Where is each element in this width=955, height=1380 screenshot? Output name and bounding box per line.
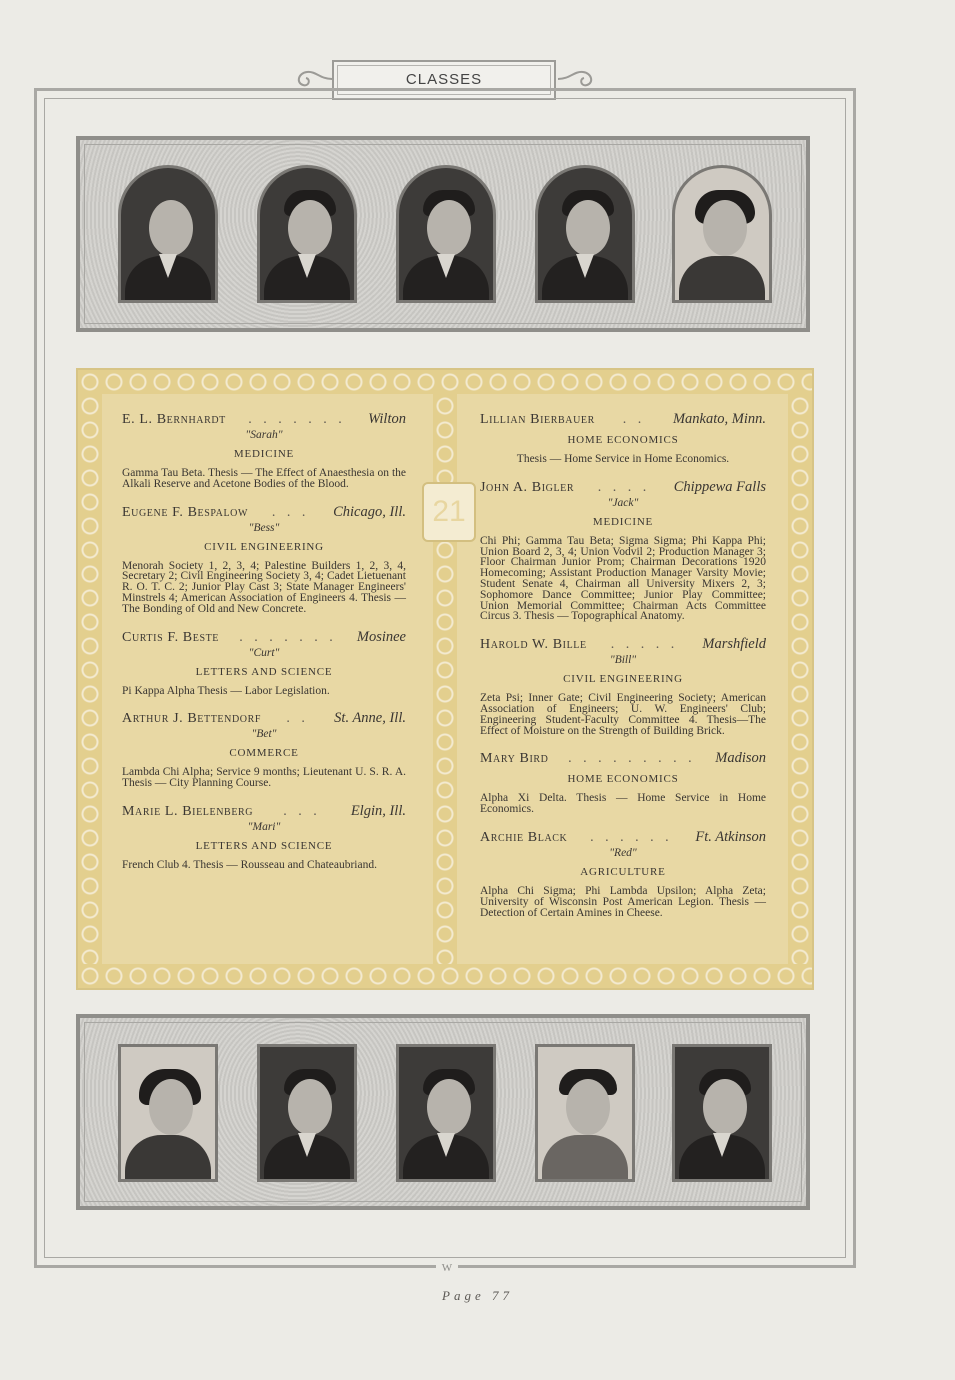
entry-nickname: "Mari" [247, 820, 281, 833]
entry-name: Marie L. Bielenberg [122, 803, 254, 819]
entry-nickname: "Sarah" [245, 429, 283, 441]
entry-college: CIVIL ENGINEERING [563, 673, 683, 686]
top-portrait-band [76, 136, 810, 332]
portrait-bigler [257, 1044, 357, 1182]
leader-dots: . . [622, 412, 646, 427]
entry-beste [122, 628, 406, 697]
entry-college: COMMERCE [229, 747, 299, 760]
entry-name: Eugene F. Bespalow [122, 504, 249, 520]
entry-bille [480, 635, 766, 736]
entry-nickname: "Bess" [248, 521, 280, 534]
entry-bird [480, 749, 766, 815]
right-scroll-ornament [556, 68, 600, 90]
page-title: CLASSES [405, 71, 483, 88]
entry-details: Zeta Psi; Inner Gate; Civil Engineering Society; American Association of Engineers; U. W. Engineers' Club; Engineering Student-Faculty Committee 4. Thesis—The Effect of Moisture on the Strength of Building Brick. [480, 692, 766, 737]
panel-left-border [78, 394, 102, 964]
leader-dots: . . . . . . . [239, 629, 337, 645]
leader-dots: . . . [271, 504, 310, 520]
entry-town: Chippewa Falls [673, 478, 766, 495]
entry-town: Mosinee [356, 628, 406, 645]
entry-name: Harold W. Bille [480, 637, 587, 653]
panel-top-border [78, 370, 812, 394]
panel-bottom-border [78, 964, 812, 988]
entry-town: Mankato, Minn. [672, 411, 766, 427]
entry-town: Ft. Atkinson [695, 828, 766, 845]
leader-dots: . . . . . . . . . [568, 751, 696, 767]
portrait-bille [396, 1044, 496, 1182]
entry-nickname: "Curt" [248, 646, 280, 659]
entry-nickname: "Bet" [251, 728, 277, 741]
left-column [122, 410, 406, 884]
page-number: Page 77 [442, 1288, 513, 1303]
entry-town: St. Anne, Ill. [334, 710, 406, 727]
class-year-badge: 21 [422, 482, 476, 542]
left-scroll-ornament [290, 68, 334, 90]
portrait-bielenberg [672, 165, 772, 303]
entry-details: Chi Phi; Gamma Tau Beta; Sigma Sigma; Phi Kappa Phi; Union Board 2, 3, 4; Union Vodvil 2; Production Manager 3; Floor Chairman Junior Prom; Chairman Decorations 1920 Homecoming; Assistant Production Manager Varsity Movie; Student Senate 4, Chairman all University Mixers 2, 3; Sophomore Dance Committee; Junior Play Committee; Union Memorial Committee; Chairman Acts Committee Circus 3. Thesis — Topographical Anatomy. [480, 534, 766, 623]
entry-bespalow [122, 503, 406, 615]
entry-bierbauer [480, 410, 766, 465]
entry-nickname: "Bill" [609, 654, 637, 667]
entry-bernhardt [122, 410, 406, 490]
entry-nickname: "Red" [609, 846, 637, 859]
entry-town: Chicago, Ill. [333, 503, 406, 520]
entry-details: Alpha Xi Delta. Thesis — Home Service in Home Economics. [480, 792, 766, 816]
entry-college: LETTERS AND SCIENCE [195, 839, 333, 852]
entry-college: AGRICULTURE [580, 865, 666, 878]
entry-name: Lillian Bierbauer [480, 412, 595, 427]
entry-college: HOME ECONOMICS [567, 434, 679, 446]
entry-college: MEDICINE [592, 515, 654, 528]
bottom-portrait-band [76, 1014, 810, 1210]
entry-town: Wilton [368, 411, 406, 427]
portrait-beste [396, 165, 496, 303]
entry-black [480, 828, 766, 918]
entry-details: Alpha Chi Sigma; Phi Lambda Upsilon; Alpha Zeta; University of Wisconsin Post American Legion. Thesis — Detection of Certain Amines in Cheese. [480, 884, 766, 919]
leader-dots: . . . . . [610, 637, 679, 653]
leader-dots: . . [286, 711, 309, 727]
portrait-bernhardt [118, 165, 218, 303]
entry-details: Lambda Chi Alpha; Service 9 months; Lieutenant U. S. R. A. Thesis — City Planning Course. [122, 766, 406, 790]
entry-bigler [480, 478, 766, 622]
entry-name: Curtis F. Beste [122, 629, 220, 645]
portrait-bettendorf [535, 165, 635, 303]
leader-dots: . . . . . . . [248, 412, 346, 427]
entry-nickname: "Jack" [607, 496, 639, 509]
entry-college: CIVIL ENGINEERING [204, 540, 324, 553]
bottom-frame-mark: W [436, 1262, 458, 1274]
panel-right-border [788, 394, 812, 964]
right-column [480, 410, 766, 931]
panel-center-divider [433, 394, 457, 964]
portrait-bierbauer [118, 1044, 218, 1182]
portrait-bespalow [257, 165, 357, 303]
entry-town: Elgin, Ill. [350, 802, 406, 819]
entry-name: Mary Bird [480, 751, 549, 767]
entry-details: French Club 4. Thesis — Rousseau and Chateaubriand. [122, 858, 377, 871]
entry-details: Menorah Society 1, 2, 3, 4; Palestine Builders 1, 2, 3, 4, Secretary 2; Civil Engineering Society 3, 4; Cadet Lietuenant R. O. T. C. 2; Junior Play Cast 3; State Manager Engineers' Minstrels 4; American Association of Engineers 4. Thesis — The Bonding of Old and New Concrete. [122, 559, 406, 615]
entry-town: Madison [715, 750, 766, 767]
entry-bettendorf [122, 709, 406, 789]
biography-panel [76, 368, 814, 990]
entry-college: LETTERS AND SCIENCE [195, 665, 333, 678]
entry-bielenberg [122, 802, 406, 871]
portrait-black [672, 1044, 772, 1182]
entry-college: HOME ECONOMICS [567, 773, 679, 786]
entry-name: John A. Bigler [480, 479, 575, 495]
portrait-bird [535, 1044, 635, 1182]
entry-name: E. L. Bernhardt [122, 412, 226, 427]
leader-dots: . . . [283, 803, 321, 819]
entry-town: Marshfield [702, 636, 766, 653]
leader-dots: . . . . [597, 479, 651, 495]
entry-name: Archie Black [480, 829, 568, 845]
entry-details: Gamma Tau Beta. Thesis — The Effect of Anaesthesia on the Alkali Reserve and Acetone Bodies of the Blood. [122, 467, 406, 490]
entry-name: Arthur J. Bettendorf [122, 711, 262, 727]
entry-details: Pi Kappa Alpha Thesis — Labor Legislation. [122, 684, 330, 697]
entry-details: Thesis — Home Service in Home Economics. [516, 453, 730, 465]
entry-college: MEDICINE [233, 448, 295, 460]
leader-dots: . . . . . . [590, 829, 673, 845]
